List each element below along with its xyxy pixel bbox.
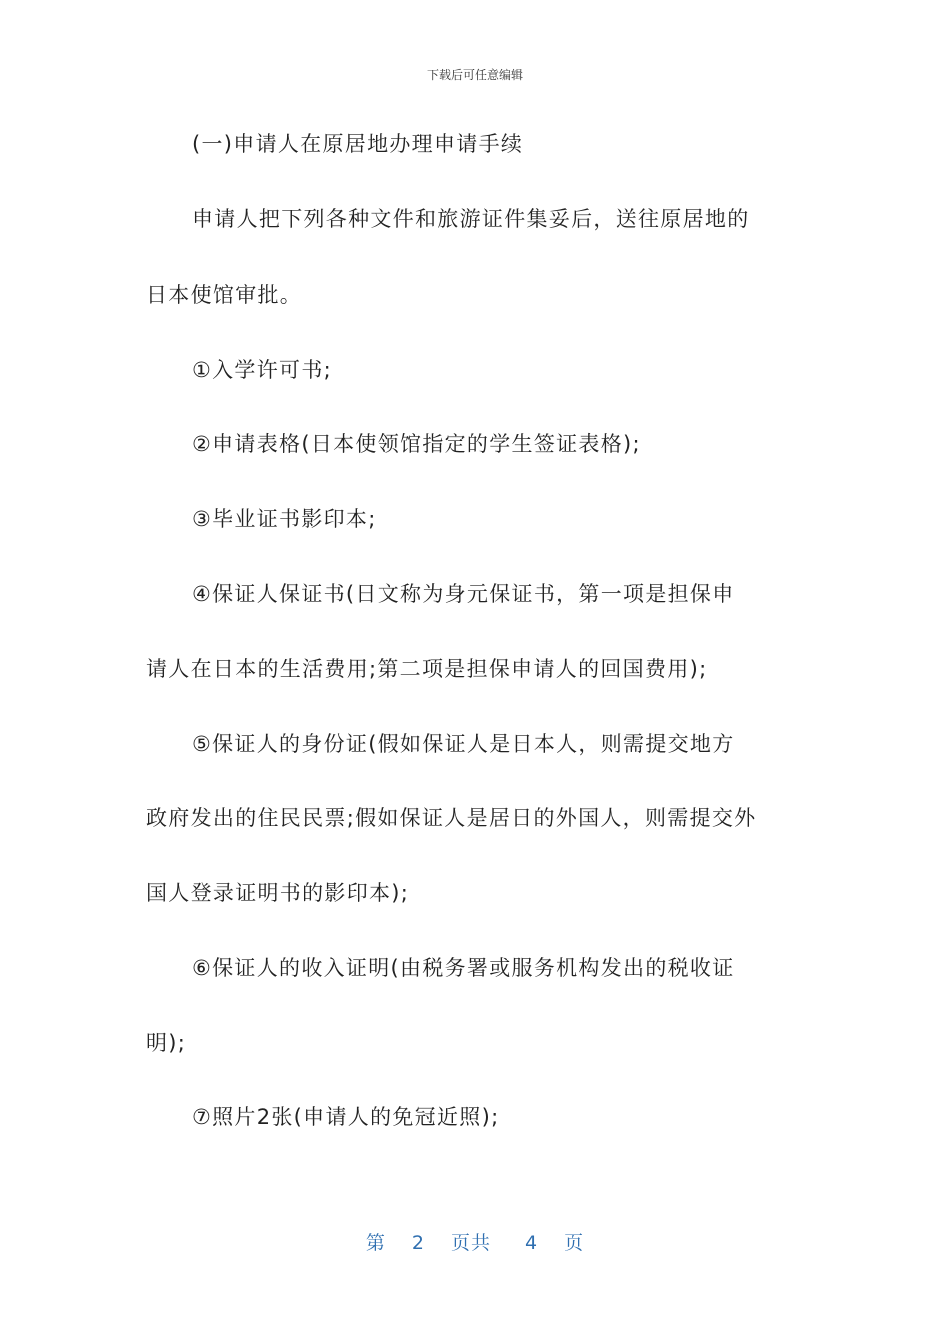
list-item-continuation: 请人在日本的生活费用;第二项是担保申请人的回国费用);: [146, 657, 708, 681]
list-item: ②申请表格(日本使领馆指定的学生签证表格);: [192, 432, 641, 456]
list-item: ③毕业证书影印本;: [192, 507, 377, 531]
list-item: ⑤保证人的身份证(假如保证人是日本人，则需提交地方: [192, 732, 735, 756]
footer-suffix: 页: [564, 1232, 585, 1254]
section-heading: (一)申请人在原居地办理申请手续: [192, 132, 524, 156]
list-item: ①入学许可书;: [192, 358, 333, 382]
list-item: ④保证人保证书(日文称为身元保证书，第一项是担保申: [192, 582, 735, 606]
current-page-number: 2: [411, 1232, 425, 1254]
footer-middle: 页共: [450, 1232, 491, 1254]
list-item-continuation: 国人登录证明书的影印本);: [146, 881, 410, 905]
paragraph-line: 日本使馆审批。: [146, 283, 303, 307]
footer-prefix: 第: [365, 1232, 386, 1254]
list-item: ⑥保证人的收入证明(由税务署或服务机构发出的税收证: [192, 956, 735, 980]
list-item: ⑦照片2张(申请人的免冠近照);: [192, 1105, 500, 1129]
page-footer: [0, 1228, 950, 1255]
total-pages-number: 4: [525, 1232, 539, 1254]
list-item-continuation: 明);: [146, 1031, 187, 1055]
paragraph-line: 申请人把下列各种文件和旅游证件集妥后，送往原居地的: [192, 207, 750, 231]
list-item-continuation: 政府发出的住民民票;假如保证人是居日的外国人，则需提交外: [146, 806, 757, 830]
page-header: 下载后可任意编辑: [426, 68, 523, 82]
